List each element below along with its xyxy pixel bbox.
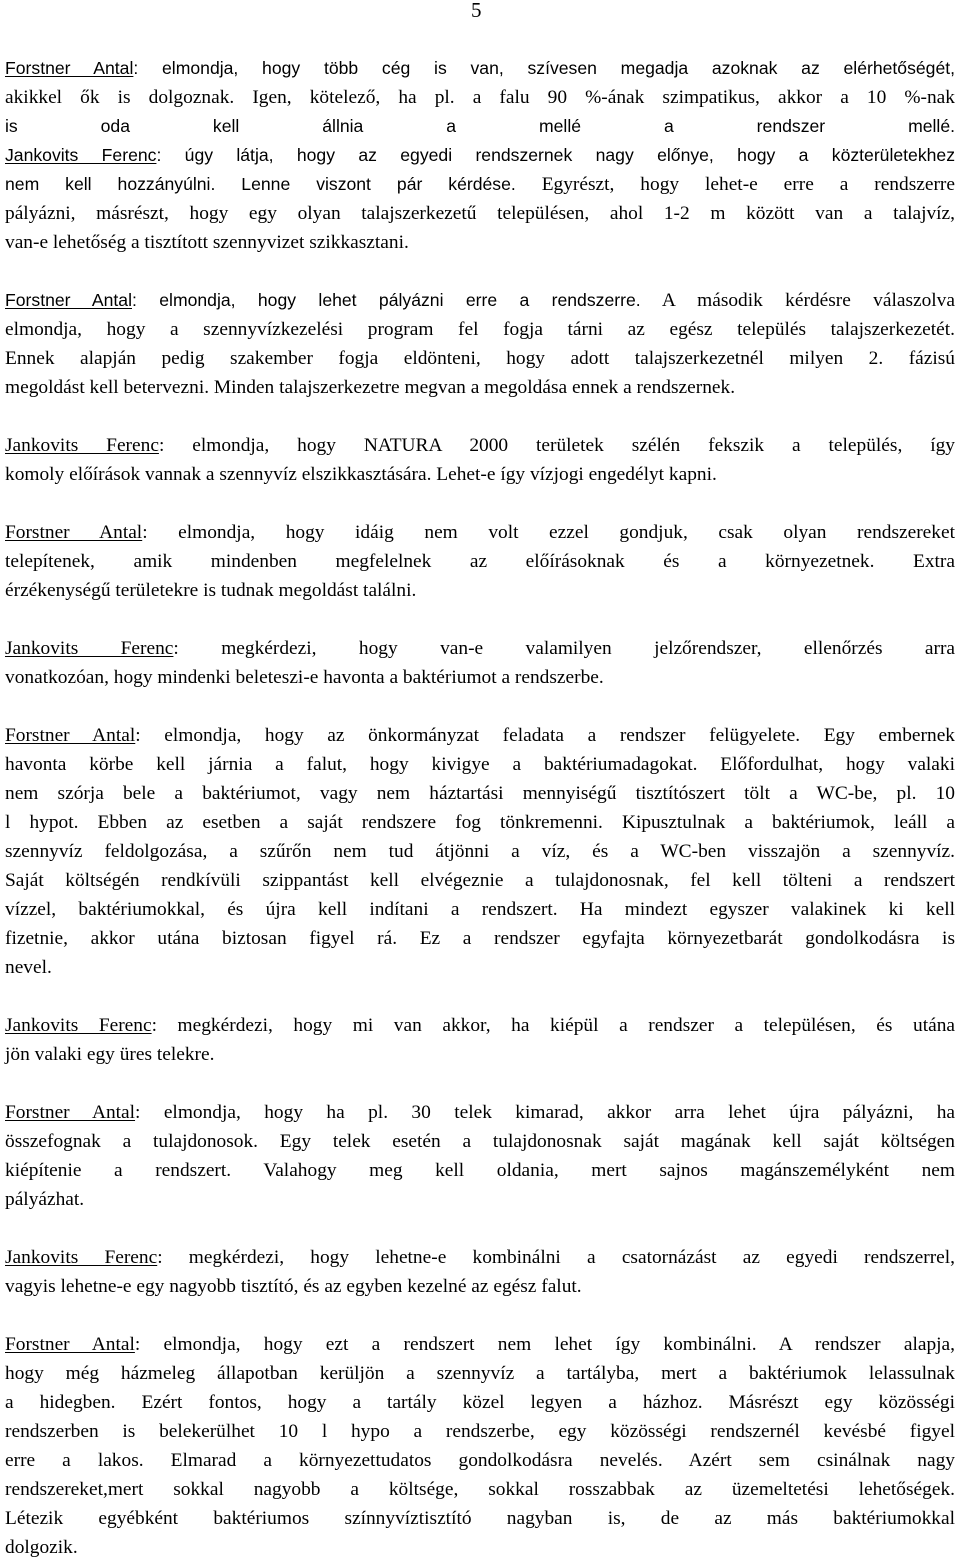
speaker-name: Forstner Antal xyxy=(5,290,132,310)
text-line xyxy=(5,721,955,750)
text-segment: A második kérdésre válaszolva xyxy=(640,290,955,311)
text-segment: összefognak a tulajdonosok. Egy telek esetén a tulajdonosnak saját magának kell saját költségen xyxy=(5,1131,955,1152)
text-line xyxy=(5,1359,955,1388)
text-line xyxy=(5,1098,955,1127)
text-segment: l hypot. Ebben az esetben a saját rendszere fog tönkremenni. Kipusztulnak a baktériumok, leáll a xyxy=(5,812,955,833)
text-line xyxy=(5,54,955,83)
paragraph xyxy=(5,634,955,692)
paragraph xyxy=(5,1243,955,1301)
text-segment: : úgy látja, hogy az egyedi rendszernek nagy előnye, hogy a közterületekhez xyxy=(156,145,955,165)
text-line xyxy=(5,170,955,199)
text-line xyxy=(5,1475,955,1504)
text-segment: vagyis lehetne-e egy nagyobb tisztító, és az egyben kezelné az egész falut. xyxy=(5,1276,582,1297)
text-segment: : megkérdezi, hogy van-e valamilyen jelzőrendszer, ellenőrzés arra xyxy=(173,638,956,659)
text-segment: komoly előírások vannak a szennyvíz elszikkasztására. Lehet-e így vízjogi engedélyt kapni. xyxy=(5,464,717,485)
text-line xyxy=(5,1533,955,1562)
text-line xyxy=(5,837,955,866)
text-segment: szennyvíz feldolgozása, a szűrőn nem tud átjönni a víz, és a WC-ben visszajön a szennyvíz. xyxy=(5,841,955,862)
text-segment: : elmondja, hogy idáig nem volt ezzel gondjuk, csak olyan rendszereket xyxy=(142,522,955,543)
text-segment: pályázhat. xyxy=(5,1189,85,1210)
text-line xyxy=(5,315,955,344)
text-segment: havonta körbe kell járnia a falut, hogy kivigye a baktériumadagokat. Előfordulhat, hogy valaki xyxy=(5,754,955,775)
text-line xyxy=(5,808,955,837)
text-line xyxy=(5,199,955,228)
text-line xyxy=(5,112,955,141)
text-line xyxy=(5,1272,955,1301)
speaker-name: Jankovits Ferenc xyxy=(5,1015,152,1036)
text-line xyxy=(5,373,955,402)
text-line xyxy=(5,1040,955,1069)
text-segment: Létezik egyébként baktériumos színnyvíztisztító nagyban is, de az más baktériumokkal xyxy=(5,1508,955,1529)
speaker-name: Jankovits Ferenc xyxy=(5,435,159,456)
text-line xyxy=(5,750,955,779)
text-segment: : elmondja, hogy NATURA 2000 területek szélén fekszik a település, így xyxy=(158,435,955,456)
text-segment: telepítenek, amik mindenben megfelelnek az előírásoknak és a környezetnek. Extra xyxy=(5,551,955,572)
speaker-name: Forstner Antal xyxy=(5,1334,135,1355)
text-line xyxy=(5,779,955,808)
text-line xyxy=(5,1185,955,1214)
text-line xyxy=(5,1156,955,1185)
text-segment: : megkérdezi, hogy mi van akkor, ha kiépül a rendszer a településen, és utána xyxy=(151,1015,956,1036)
text-segment: rendszerben is belekerülhet 10 l hypo a rendszerbe, egy közösségi rendszernél kevésbé figyel xyxy=(5,1421,955,1442)
speaker-name: Forstner Antal xyxy=(5,725,136,746)
text-line xyxy=(5,431,955,460)
text-line xyxy=(5,1388,955,1417)
speaker-name: Jankovits Ferenc xyxy=(5,145,157,165)
document-body xyxy=(5,54,955,1562)
paragraph xyxy=(5,518,955,605)
text-segment: hogy még házmeleg állapotban kerüljön a szennyvíz a tartályba, mert a baktériumok lelassulnak xyxy=(5,1363,955,1384)
text-segment: érzékenységű területekre is tudnak megoldást találni. xyxy=(5,580,417,601)
text-line xyxy=(5,1504,955,1533)
paragraph xyxy=(5,1011,955,1069)
text-segment: : elmondja, hogy több cég is van, szívesen megadja azoknak az elérhetőségét, xyxy=(133,58,956,78)
text-line xyxy=(5,576,955,605)
text-line xyxy=(5,1330,955,1359)
paragraph xyxy=(5,1098,955,1214)
text-segment: fizetnie, akkor utána biztosan figyel rá. Ez a rendszer egyfajta környezetbarát gondolkodásra is xyxy=(5,928,955,949)
text-line xyxy=(5,141,955,170)
page-number: 5 xyxy=(471,0,482,22)
text-segment: : elmondja, hogy lehet pályázni erre a rendszerre. xyxy=(132,290,641,310)
paragraph xyxy=(5,721,955,982)
text-segment: nevel. xyxy=(5,957,52,978)
text-segment: elmondja, hogy a szennyvízkezelési program fel fogja tárni az egész település talajszerkezetét. xyxy=(5,319,955,340)
text-segment: erre a lakos. Elmarad a környezettudatos gondolkodásra nevelés. Azért sem csinálnak nagy xyxy=(5,1450,955,1471)
text-segment: : elmondja, hogy ha pl. 30 telek kimarad, akkor arra lehet újra pályázni, ha xyxy=(135,1102,955,1123)
text-segment: a hidegben. Ezért fontos, hogy a tartály közel legyen a házhoz. Másrészt egy közösségi xyxy=(5,1392,955,1413)
text-line xyxy=(5,547,955,576)
text-line xyxy=(5,83,955,112)
text-line xyxy=(5,1011,955,1040)
text-segment: Saját költségén rendkívüli szippantást kell elvégeznie a tulajdonosnak, fel kell tölteni a rendszert xyxy=(5,870,955,891)
text-segment: : megkérdezi, hogy lehetne-e kombinálni a csatornázást az egyedi rendszerrel, xyxy=(157,1247,956,1268)
text-segment: pályázni, másrészt, hogy egy olyan talajszerkezetű településen, ahol 1-2 m között van a talajvíz, xyxy=(5,203,955,224)
text-line xyxy=(5,518,955,547)
text-line xyxy=(5,663,955,692)
text-line xyxy=(5,924,955,953)
text-line xyxy=(5,460,955,489)
text-segment: jön valaki egy üres telekre. xyxy=(5,1044,215,1065)
text-line xyxy=(5,286,955,315)
text-line xyxy=(5,1127,955,1156)
text-segment: : elmondja, hogy az önkormányzat feladata a rendszer felügyelete. Egy embernek xyxy=(135,725,955,746)
text-line xyxy=(5,228,955,257)
text-line xyxy=(5,953,955,982)
text-segment: dolgozik. xyxy=(5,1537,78,1558)
paragraph xyxy=(5,1330,955,1562)
speaker-name: Jankovits Ferenc xyxy=(5,638,174,659)
speaker-name: Jankovits Ferenc xyxy=(5,1247,158,1268)
paragraph xyxy=(5,286,955,402)
text-segment: akikkel ők is dolgoznak. Igen, kötelező, ha pl. a falu 90 %-ának szimpatikus, akkor a 10 %-nak xyxy=(5,87,955,108)
paragraph xyxy=(5,431,955,489)
text-line xyxy=(5,1243,955,1272)
text-segment: kiépítenie a rendszert. Valahogy meg kell oldania, mert sajnos magánszemélyként nem xyxy=(5,1160,955,1181)
text-line xyxy=(5,1446,955,1475)
text-segment: Ennek alapján pedig szakember fogja eldönteni, hogy adott talajszerkezetnél milyen 2. fázisú xyxy=(5,348,955,369)
text-segment: rendszereket,mert sokkal nagyobb a költsége, sokkal rosszabbak az üzemeltetési lehetőségek. xyxy=(5,1479,955,1500)
text-segment: : elmondja, hogy ezt a rendszert nem lehet így kombinálni. A rendszer alapja, xyxy=(134,1334,955,1355)
text-line xyxy=(5,634,955,663)
text-segment: is oda kell állnia a mellé a rendszer mellé. xyxy=(5,116,955,136)
speaker-name: Forstner Antal xyxy=(5,522,143,543)
text-line xyxy=(5,344,955,373)
text-segment: van-e lehetőség a tisztított szennyvizet szikkasztani. xyxy=(5,232,409,253)
speaker-name: Forstner Antal xyxy=(5,1102,136,1123)
paragraph xyxy=(5,54,955,257)
text-segment: vonatkozóan, hogy mindenki beleteszi-e havonta a baktériumot a rendszerbe. xyxy=(5,667,604,688)
text-line xyxy=(5,866,955,895)
text-segment: nem kell hozzányúlni. Lenne viszont pár kérdése. xyxy=(5,174,516,194)
text-line xyxy=(5,1417,955,1446)
text-segment: nem szórja bele a baktériumot, vagy nem háztartási mennyiségű tisztítószert tölt a WC-be, pl. 10 xyxy=(5,783,955,804)
text-segment: megoldást kell betervezni. Minden talajszerkezetre megvan a megoldása ennek a rendszernek. xyxy=(5,377,736,398)
text-line xyxy=(5,895,955,924)
speaker-name: Forstner Antal xyxy=(5,58,134,78)
text-segment: Egyrészt, hogy lehet-e erre a rendszerre xyxy=(515,174,955,195)
text-segment: vízzel, baktériumokkal, és újra kell indítani a rendszert. Ha mindezt egyszer valakinek ki kell xyxy=(5,899,955,920)
